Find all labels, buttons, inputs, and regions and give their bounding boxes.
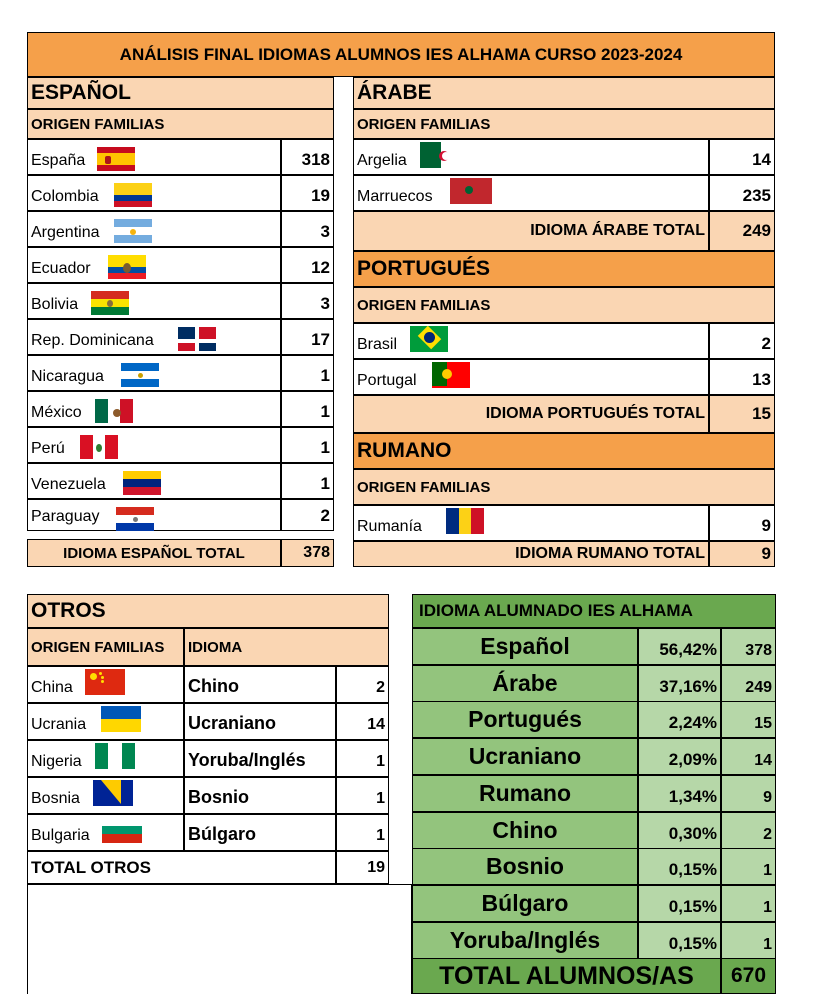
romanian-total-label-text: IDIOMA RUMANO TOTAL bbox=[515, 545, 705, 562]
summary-language-cell-text: Árabe bbox=[492, 669, 558, 696]
portuguese-country-cell bbox=[353, 323, 709, 359]
romanian-country-cell bbox=[353, 505, 709, 541]
summary-count-cell-text: 2 bbox=[763, 825, 772, 843]
others-count-cell-text: 1 bbox=[376, 790, 385, 807]
arabic-country-cell-text: Marruecos bbox=[357, 188, 433, 205]
arabic-count-cell-text: 14 bbox=[752, 150, 771, 169]
spanish-country-cell bbox=[27, 175, 281, 211]
summary-percent-cell bbox=[638, 738, 721, 775]
others-language-cell-text: Yoruba/Inglés bbox=[188, 750, 306, 770]
others-header bbox=[27, 594, 389, 628]
arabic-country-cell-text: Argelia bbox=[357, 152, 407, 169]
others-total-label-text: TOTAL OTROS bbox=[31, 857, 151, 877]
arabic-header bbox=[353, 77, 775, 109]
others-col-language bbox=[184, 628, 389, 666]
romanian-count-cell bbox=[709, 505, 775, 541]
romanian-count-cell-text: 9 bbox=[761, 516, 771, 535]
spanish-count-cell-text: 1 bbox=[320, 438, 330, 457]
summary-count-cell-text: 378 bbox=[745, 642, 772, 659]
portuguese-count-cell-text: 2 bbox=[761, 334, 771, 353]
romanian-country-cell-text: Rumanía bbox=[357, 518, 422, 535]
peru-flag-icon bbox=[80, 435, 118, 459]
others-language-cell-text: Búlgaro bbox=[188, 824, 257, 844]
summary-language-cell-text: Bosnio bbox=[486, 853, 564, 880]
spanish-header-text: ESPAÑOL bbox=[31, 81, 131, 104]
summary-count-cell-text: 1 bbox=[763, 862, 772, 880]
summary-count-cell bbox=[721, 628, 776, 665]
arabic-header-text: ÁRABE bbox=[357, 81, 432, 104]
spanish-total-value bbox=[281, 539, 334, 567]
summary-percent-cell-text: 0,15% bbox=[668, 933, 717, 953]
portuguese-country-cell-text: Brasil bbox=[357, 336, 398, 353]
nigeria-flag-icon bbox=[95, 743, 135, 769]
summary-language-cell bbox=[412, 701, 638, 738]
others-count-cell bbox=[336, 703, 389, 740]
bosnia-flag-icon bbox=[93, 780, 133, 806]
arabic-country-cell bbox=[353, 175, 709, 211]
spanish-count-cell-text: 1 bbox=[320, 474, 330, 493]
portugal-flag-icon bbox=[432, 362, 470, 388]
spain-flag-icon bbox=[97, 147, 135, 171]
portuguese-total-label-text: IDIOMA PORTUGUÉS TOTAL bbox=[485, 405, 705, 422]
spanish-count-cell-text: 2 bbox=[320, 506, 330, 525]
spanish-count-cell bbox=[281, 283, 334, 319]
summary-language-cell bbox=[412, 628, 638, 665]
summary-language-cell bbox=[412, 665, 638, 702]
summary-count-cell bbox=[721, 885, 776, 922]
summary-language-cell bbox=[412, 775, 638, 812]
dominican-republic-flag-icon bbox=[178, 327, 216, 351]
spanish-country-cell-text: Perú bbox=[31, 440, 65, 457]
brazil-flag-icon bbox=[410, 326, 448, 352]
arabic-subheader-text: ORIGEN FAMILIAS bbox=[357, 115, 491, 133]
arabic-total-value-text: 249 bbox=[742, 221, 771, 240]
romanian-total-value-text: 9 bbox=[761, 544, 771, 563]
summary-count-cell bbox=[721, 848, 776, 885]
spanish-count-cell bbox=[281, 427, 334, 463]
summary-count-cell bbox=[721, 775, 776, 812]
algeria-flag-icon bbox=[420, 142, 462, 168]
summary-percent-cell-text: 1,34% bbox=[668, 786, 717, 806]
spanish-count-cell bbox=[281, 319, 334, 355]
others-language-cell-text: Bosnio bbox=[188, 787, 249, 807]
summary-total-value bbox=[721, 958, 776, 994]
spanish-country-cell-text: Nicaragua bbox=[31, 368, 104, 385]
summary-percent-cell-text: 2,09% bbox=[668, 750, 717, 770]
spanish-subheader-text: ORIGEN FAMILIAS bbox=[31, 115, 165, 133]
others-country-cell-text: Bosnia bbox=[31, 790, 80, 807]
spanish-country-cell-text: Paraguay bbox=[31, 508, 100, 525]
summary-count-cell-text: 9 bbox=[763, 788, 772, 806]
arabic-subheader bbox=[353, 109, 775, 139]
spanish-country-cell bbox=[27, 247, 281, 283]
empty-area bbox=[27, 884, 412, 994]
others-language-cell-text: Chino bbox=[188, 676, 239, 696]
summary-header bbox=[412, 594, 776, 628]
spanish-total-label-text: IDIOMA ESPAÑOL TOTAL bbox=[63, 544, 245, 562]
others-count-cell-text: 14 bbox=[367, 716, 385, 733]
romania-flag-icon bbox=[446, 508, 484, 534]
spanish-count-cell-text: 12 bbox=[311, 258, 330, 277]
others-count-cell bbox=[336, 777, 389, 814]
summary-count-cell bbox=[721, 738, 776, 775]
summary-count-cell bbox=[721, 812, 776, 849]
others-header-text: OTROS bbox=[31, 599, 106, 622]
morocco-flag-icon bbox=[450, 178, 492, 204]
others-col-origin bbox=[27, 628, 184, 666]
bolivia-flag-icon bbox=[91, 291, 129, 315]
others-count-cell-text: 2 bbox=[376, 679, 385, 696]
summary-count-cell bbox=[721, 701, 776, 738]
others-total-value-text: 19 bbox=[367, 858, 385, 876]
summary-count-cell bbox=[721, 665, 776, 702]
others-count-cell-text: 1 bbox=[376, 827, 385, 844]
spanish-count-cell bbox=[281, 355, 334, 391]
summary-language-cell-text: Ucraniano bbox=[468, 743, 582, 770]
spanish-count-cell bbox=[281, 139, 334, 175]
spanish-count-cell bbox=[281, 391, 334, 427]
summary-count-cell-text: 14 bbox=[754, 752, 772, 770]
spanish-subheader bbox=[27, 109, 334, 139]
summary-language-cell-text: Español bbox=[480, 633, 570, 659]
spanish-country-cell bbox=[27, 319, 281, 355]
summary-language-cell bbox=[412, 922, 638, 959]
portuguese-total-value bbox=[709, 395, 775, 433]
summary-language-cell bbox=[412, 885, 638, 922]
portuguese-count-cell bbox=[709, 323, 775, 359]
arabic-count-cell bbox=[709, 139, 775, 175]
spanish-count-cell-text: 3 bbox=[320, 294, 330, 313]
portuguese-header-text: PORTUGUÉS bbox=[357, 257, 491, 280]
summary-total-label bbox=[412, 958, 721, 994]
arabic-total-label-text: IDIOMA ÁRABE TOTAL bbox=[530, 222, 705, 239]
others-language-cell bbox=[184, 703, 336, 740]
portuguese-count-cell bbox=[709, 359, 775, 395]
portuguese-total-label bbox=[353, 395, 709, 433]
spanish-country-cell-text: Argentina bbox=[31, 224, 100, 241]
spanish-count-cell-text: 17 bbox=[311, 330, 330, 349]
others-country-cell-text: China bbox=[31, 679, 73, 696]
summary-percent-cell bbox=[638, 701, 721, 738]
summary-header-text: IDIOMA ALUMNADO IES ALHAMA bbox=[419, 601, 693, 620]
page-title: ANÁLISIS FINAL IDIOMAS ALUMNOS IES ALHAMA CURSO 2023-2024 bbox=[27, 32, 775, 77]
bulgaria-flag-icon bbox=[102, 817, 142, 843]
portuguese-country-cell bbox=[353, 359, 709, 395]
ecuador-flag-icon bbox=[108, 255, 146, 279]
arabic-total-label bbox=[353, 211, 709, 251]
summary-language-cell-text: Yoruba/Inglés bbox=[449, 926, 601, 953]
summary-percent-cell bbox=[638, 922, 721, 959]
summary-total-label-text: TOTAL ALUMNOS/AS bbox=[439, 961, 694, 990]
spanish-country-cell-text: Bolivia bbox=[31, 296, 79, 313]
portuguese-country-cell-text: Portugal bbox=[357, 372, 417, 389]
spanish-count-cell bbox=[281, 175, 334, 211]
summary-percent-cell-text: 37,16% bbox=[659, 676, 717, 696]
spanish-country-cell-text: Colombia bbox=[31, 188, 99, 205]
china-flag-icon bbox=[85, 669, 125, 695]
summary-count-cell-text: 1 bbox=[763, 935, 772, 953]
summary-language-cell-text: Búlgaro bbox=[481, 889, 569, 916]
spanish-count-cell bbox=[281, 211, 334, 247]
spanish-country-cell-text: Ecuador bbox=[31, 260, 91, 277]
others-count-cell bbox=[336, 666, 389, 703]
others-col-origin-text: ORIGEN FAMILIAS bbox=[31, 638, 165, 656]
portuguese-total-value-text: 15 bbox=[752, 404, 771, 423]
summary-percent-cell bbox=[638, 848, 721, 885]
romanian-total-label bbox=[353, 541, 709, 567]
others-count-cell bbox=[336, 740, 389, 777]
spanish-count-cell-text: 19 bbox=[311, 186, 330, 205]
paraguay-flag-icon bbox=[116, 507, 154, 531]
spanish-country-cell bbox=[27, 427, 281, 463]
summary-percent-cell bbox=[638, 812, 721, 849]
mexico-flag-icon bbox=[95, 399, 133, 423]
portuguese-count-cell-text: 13 bbox=[752, 370, 771, 389]
summary-percent-cell bbox=[638, 885, 721, 922]
nicaragua-flag-icon bbox=[121, 363, 159, 387]
others-language-cell bbox=[184, 777, 336, 814]
romanian-subheader bbox=[353, 469, 775, 505]
others-country-cell-text: Bulgaria bbox=[31, 827, 90, 844]
summary-count-cell-text: 15 bbox=[754, 715, 772, 733]
others-language-cell bbox=[184, 666, 336, 703]
romanian-header-text: RUMANO bbox=[357, 439, 452, 462]
spanish-country-cell bbox=[27, 499, 281, 531]
others-country-cell-text: Nigeria bbox=[31, 753, 82, 770]
spanish-count-cell bbox=[281, 247, 334, 283]
romanian-subheader-text: ORIGEN FAMILIAS bbox=[357, 478, 491, 496]
summary-percent-cell-text: 2,24% bbox=[668, 713, 717, 733]
summary-percent-cell-text: 0,15% bbox=[668, 896, 717, 916]
summary-count-cell-text: 1 bbox=[763, 898, 772, 916]
summary-language-cell-text: Chino bbox=[492, 816, 558, 843]
others-language-cell bbox=[184, 814, 336, 851]
spanish-country-cell bbox=[27, 391, 281, 427]
spanish-count-cell-text: 1 bbox=[320, 366, 330, 385]
summary-percent-cell bbox=[638, 628, 721, 665]
spanish-total-value-text: 378 bbox=[303, 544, 330, 561]
summary-language-cell-text: Rumano bbox=[479, 779, 571, 806]
others-language-cell bbox=[184, 740, 336, 777]
others-total-label bbox=[27, 851, 336, 884]
spanish-country-cell bbox=[27, 283, 281, 319]
spanish-country-cell-text: España bbox=[31, 152, 86, 169]
spanish-count-cell-text: 318 bbox=[301, 150, 330, 169]
others-count-cell bbox=[336, 814, 389, 851]
summary-language-cell bbox=[412, 812, 638, 849]
venezuela-flag-icon bbox=[123, 471, 161, 495]
arabic-count-cell-text: 235 bbox=[742, 186, 771, 205]
others-total-value bbox=[336, 851, 389, 884]
spanish-country-cell-text: Venezuela bbox=[31, 476, 106, 493]
portuguese-header bbox=[353, 251, 775, 287]
romanian-header bbox=[353, 433, 775, 469]
summary-percent-cell-text: 0,15% bbox=[668, 860, 717, 880]
ukraine-flag-icon bbox=[101, 706, 141, 732]
spanish-total-label bbox=[27, 539, 281, 567]
others-count-cell-text: 1 bbox=[376, 753, 385, 770]
spanish-count-cell-text: 1 bbox=[320, 402, 330, 421]
spanish-country-cell bbox=[27, 211, 281, 247]
spanish-count-cell bbox=[281, 463, 334, 499]
arabic-country-cell bbox=[353, 139, 709, 175]
summary-percent-cell bbox=[638, 775, 721, 812]
colombia-flag-icon bbox=[114, 183, 152, 207]
spanish-country-cell bbox=[27, 139, 281, 175]
romanian-total-value bbox=[709, 541, 775, 567]
portuguese-subheader-text: ORIGEN FAMILIAS bbox=[357, 296, 491, 314]
others-col-language-text: IDIOMA bbox=[188, 638, 243, 656]
summary-language-cell bbox=[412, 848, 638, 885]
others-language-cell-text: Ucraniano bbox=[188, 713, 277, 733]
summary-count-cell-text: 249 bbox=[745, 678, 772, 696]
summary-total-value-text: 670 bbox=[730, 964, 767, 987]
spanish-country-cell-text: Rep. Dominicana bbox=[31, 332, 154, 349]
arabic-count-cell bbox=[709, 175, 775, 211]
summary-count-cell bbox=[721, 922, 776, 959]
spanish-count-cell bbox=[281, 499, 334, 531]
summary-percent-cell bbox=[638, 665, 721, 702]
arabic-total-value bbox=[709, 211, 775, 251]
summary-language-cell bbox=[412, 738, 638, 775]
summary-percent-cell-text: 0,30% bbox=[668, 823, 717, 843]
summary-percent-cell-text: 56,42% bbox=[659, 640, 717, 659]
spanish-header bbox=[27, 77, 334, 109]
summary-language-cell-text: Portugués bbox=[468, 706, 582, 733]
argentina-flag-icon bbox=[114, 219, 152, 243]
spanish-country-cell-text: México bbox=[31, 404, 82, 421]
portuguese-subheader bbox=[353, 287, 775, 323]
others-country-cell-text: Ucrania bbox=[31, 716, 87, 733]
spanish-count-cell-text: 3 bbox=[320, 222, 330, 241]
